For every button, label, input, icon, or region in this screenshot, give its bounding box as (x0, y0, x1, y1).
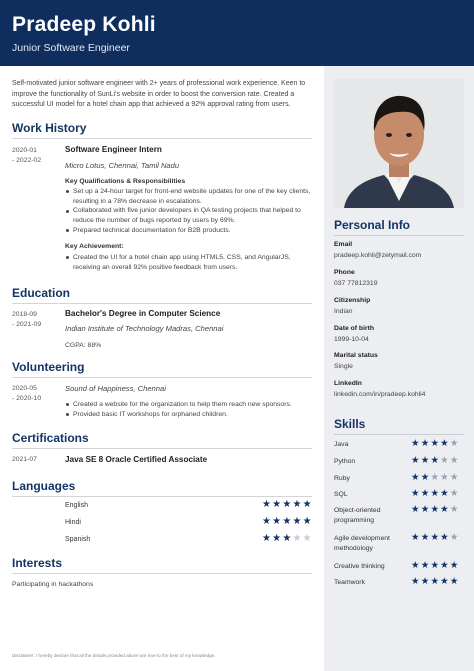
star-icon: ★ (262, 516, 271, 527)
certifications-heading: Certifications (12, 431, 89, 445)
list-item: Collaborated with five junior developers in QA testing projects that helped to reduce the number of bugs reported by users by 69%. (65, 206, 312, 225)
star-icon: ★ (411, 504, 420, 515)
resume-header (0, 0, 474, 66)
skill-name: Ruby (334, 475, 350, 482)
volunteering-date-end: - 2020-10 (12, 395, 42, 402)
interest-item: Participating in hackathons (12, 581, 94, 588)
star-icon: ★ (411, 488, 420, 499)
star-icon: ★ (430, 455, 439, 466)
info-label: Citizenship (334, 297, 371, 304)
star-icon: ★ (302, 533, 312, 544)
education-date-end: - 2021-09 (12, 321, 42, 328)
star-icon: ★ (430, 576, 439, 587)
skill-name: Python (334, 458, 356, 465)
star-icon: ★ (282, 516, 292, 527)
language-rating (262, 517, 312, 527)
employer: Micro Lotus, Chennai, Tamil Nadu (65, 161, 180, 170)
list-item: Created the UI for a hotel chain app using HTML5, CSS, and AngularJS, receiving an overall 92% positive feedback from users. (65, 253, 312, 272)
language-name: English (65, 502, 88, 509)
star-icon: ★ (440, 472, 449, 483)
skill-name: SQL (334, 491, 348, 498)
achievement-list (65, 253, 312, 272)
star-icon: ★ (411, 472, 420, 483)
info-value: 037 77812319 (334, 280, 378, 287)
star-icon: ★ (420, 576, 430, 587)
info-value: 1999-10-04 (334, 336, 369, 343)
star-icon: ★ (302, 499, 312, 510)
skill-rating (411, 489, 458, 499)
star-icon: ★ (420, 560, 430, 571)
work-date-start: 2020-01 (12, 147, 37, 154)
section-divider (334, 434, 464, 435)
star-icon: ★ (282, 499, 292, 510)
skill-rating (411, 456, 458, 466)
list-item: Created a website for the organization to help them reach new sponsors. (65, 400, 312, 410)
star-icon: ★ (430, 532, 439, 543)
section-divider (12, 573, 312, 574)
skills-heading: Skills (334, 417, 366, 431)
star-icon: ★ (449, 438, 459, 449)
skill-name: Agile development methodology (334, 535, 390, 552)
candidate-title: Junior Software Engineer (12, 42, 130, 54)
skill-name: Java (334, 441, 349, 448)
section-divider (12, 448, 312, 449)
section-divider (12, 303, 312, 304)
list-item: Set up a 24-hour target for front-end website updates for one of the key clients, resulting in a 78% decrease in escalations. (65, 187, 312, 206)
star-icon: ★ (420, 438, 430, 449)
info-label: Marital status (334, 352, 378, 359)
star-icon: ★ (440, 488, 449, 499)
info-value: linkedin.com/in/pradeep.kohli4 (334, 391, 426, 398)
star-icon: ★ (449, 532, 459, 543)
profile-photo (334, 79, 464, 208)
section-divider (12, 496, 312, 497)
star-icon: ★ (420, 488, 430, 499)
star-icon: ★ (449, 472, 459, 483)
star-icon: ★ (272, 499, 282, 510)
certification-name: Java SE 8 Oracle Certified Associate (65, 455, 208, 464)
cgpa: CGPA: 88% (65, 342, 102, 349)
degree-title: Bachelor's Degree in Computer Science (65, 309, 221, 318)
star-icon: ★ (420, 455, 430, 466)
work-history-heading: Work History (12, 121, 87, 135)
interests-heading: Interests (12, 556, 63, 570)
language-rating (262, 500, 312, 510)
section-divider (12, 377, 312, 378)
star-icon: ★ (262, 533, 271, 544)
info-value: Indian (334, 308, 353, 315)
job-title: Software Engineer Intern (65, 145, 162, 154)
star-icon: ★ (292, 499, 302, 510)
volunteering-heading: Volunteering (12, 360, 85, 374)
star-icon: ★ (411, 438, 420, 449)
candidate-name: Pradeep Kohli (12, 13, 156, 36)
achievement-heading: Key Achievement: (65, 243, 124, 250)
star-icon: ★ (430, 504, 439, 515)
star-icon: ★ (449, 488, 459, 499)
list-item: Provided basic IT workshops for orphaned children. (65, 410, 312, 420)
star-icon: ★ (449, 560, 459, 571)
skill-rating (411, 561, 458, 571)
star-icon: ★ (411, 576, 420, 587)
education-heading: Education (12, 286, 71, 300)
info-label: Phone (334, 269, 355, 276)
star-icon: ★ (440, 504, 449, 515)
work-date-end: - 2022-02 (12, 157, 42, 164)
star-icon: ★ (272, 533, 282, 544)
star-icon: ★ (449, 455, 459, 466)
info-label: Email (334, 241, 353, 248)
education-date-start: 2018-09 (12, 311, 37, 318)
section-divider (12, 138, 312, 139)
skill-name: Object-oriented programming (334, 507, 381, 524)
star-icon: ★ (430, 560, 439, 571)
volunteering-list (65, 400, 312, 419)
qualifications-heading: Key Qualifications & Responsibilities (65, 178, 186, 185)
star-icon: ★ (420, 472, 430, 483)
skill-name: Teamwork (334, 579, 365, 586)
star-icon: ★ (411, 532, 420, 543)
info-label: LinkedIn (334, 380, 362, 387)
list-item: Prepared technical documentation for B2B products. (65, 226, 312, 236)
language-rating (262, 534, 312, 544)
volunteer-organization: Sound of Happiness, Chennai (65, 384, 166, 393)
star-icon: ★ (430, 488, 439, 499)
skill-rating (411, 577, 458, 587)
star-icon: ★ (420, 532, 430, 543)
volunteering-date-start: 2020-05 (12, 385, 37, 392)
disclaimer: Disclaimer: I hereby declare that all the details provided above are true to the best of my knowledge. (12, 653, 216, 658)
certification-date: 2021-07 (12, 456, 37, 463)
star-icon: ★ (292, 516, 302, 527)
star-icon: ★ (440, 560, 449, 571)
star-icon: ★ (282, 533, 292, 544)
star-icon: ★ (411, 455, 420, 466)
skill-rating (411, 505, 458, 515)
qualifications-list (65, 187, 312, 236)
star-icon: ★ (440, 532, 449, 543)
portrait-image (334, 79, 464, 208)
skill-rating (411, 439, 458, 449)
language-name: Spanish (65, 536, 91, 543)
profile-summary: Self-motivated junior software engineer with 2+ years of professional work experience. Keen to improve the functionality of SunLi's website in order to boost the conversion rate. Created a successful UI model for a hotel chain app that achieved a 92% approval rating from users. (12, 80, 306, 109)
info-label: Date of birth (334, 325, 375, 332)
section-divider (334, 235, 464, 236)
school-name: Indian Institute of Technology Madras, Chennai (65, 324, 224, 333)
star-icon: ★ (302, 516, 312, 527)
star-icon: ★ (411, 560, 420, 571)
info-value: Single (334, 363, 353, 370)
star-icon: ★ (272, 516, 282, 527)
skill-rating (411, 533, 458, 543)
language-name: Hindi (65, 519, 81, 526)
star-icon: ★ (440, 438, 449, 449)
personal-info-heading: Personal Info (334, 218, 411, 232)
star-icon: ★ (420, 504, 430, 515)
star-icon: ★ (430, 472, 439, 483)
skill-rating (411, 473, 458, 483)
star-icon: ★ (262, 499, 271, 510)
skill-name: Creative thinking (334, 563, 385, 570)
star-icon: ★ (449, 576, 459, 587)
star-icon: ★ (430, 438, 439, 449)
star-icon: ★ (440, 455, 449, 466)
info-value: pradeep.kohli@zetymail.com (334, 252, 422, 259)
languages-heading: Languages (12, 479, 76, 493)
star-icon: ★ (440, 576, 449, 587)
star-icon: ★ (449, 504, 459, 515)
star-icon: ★ (292, 533, 302, 544)
